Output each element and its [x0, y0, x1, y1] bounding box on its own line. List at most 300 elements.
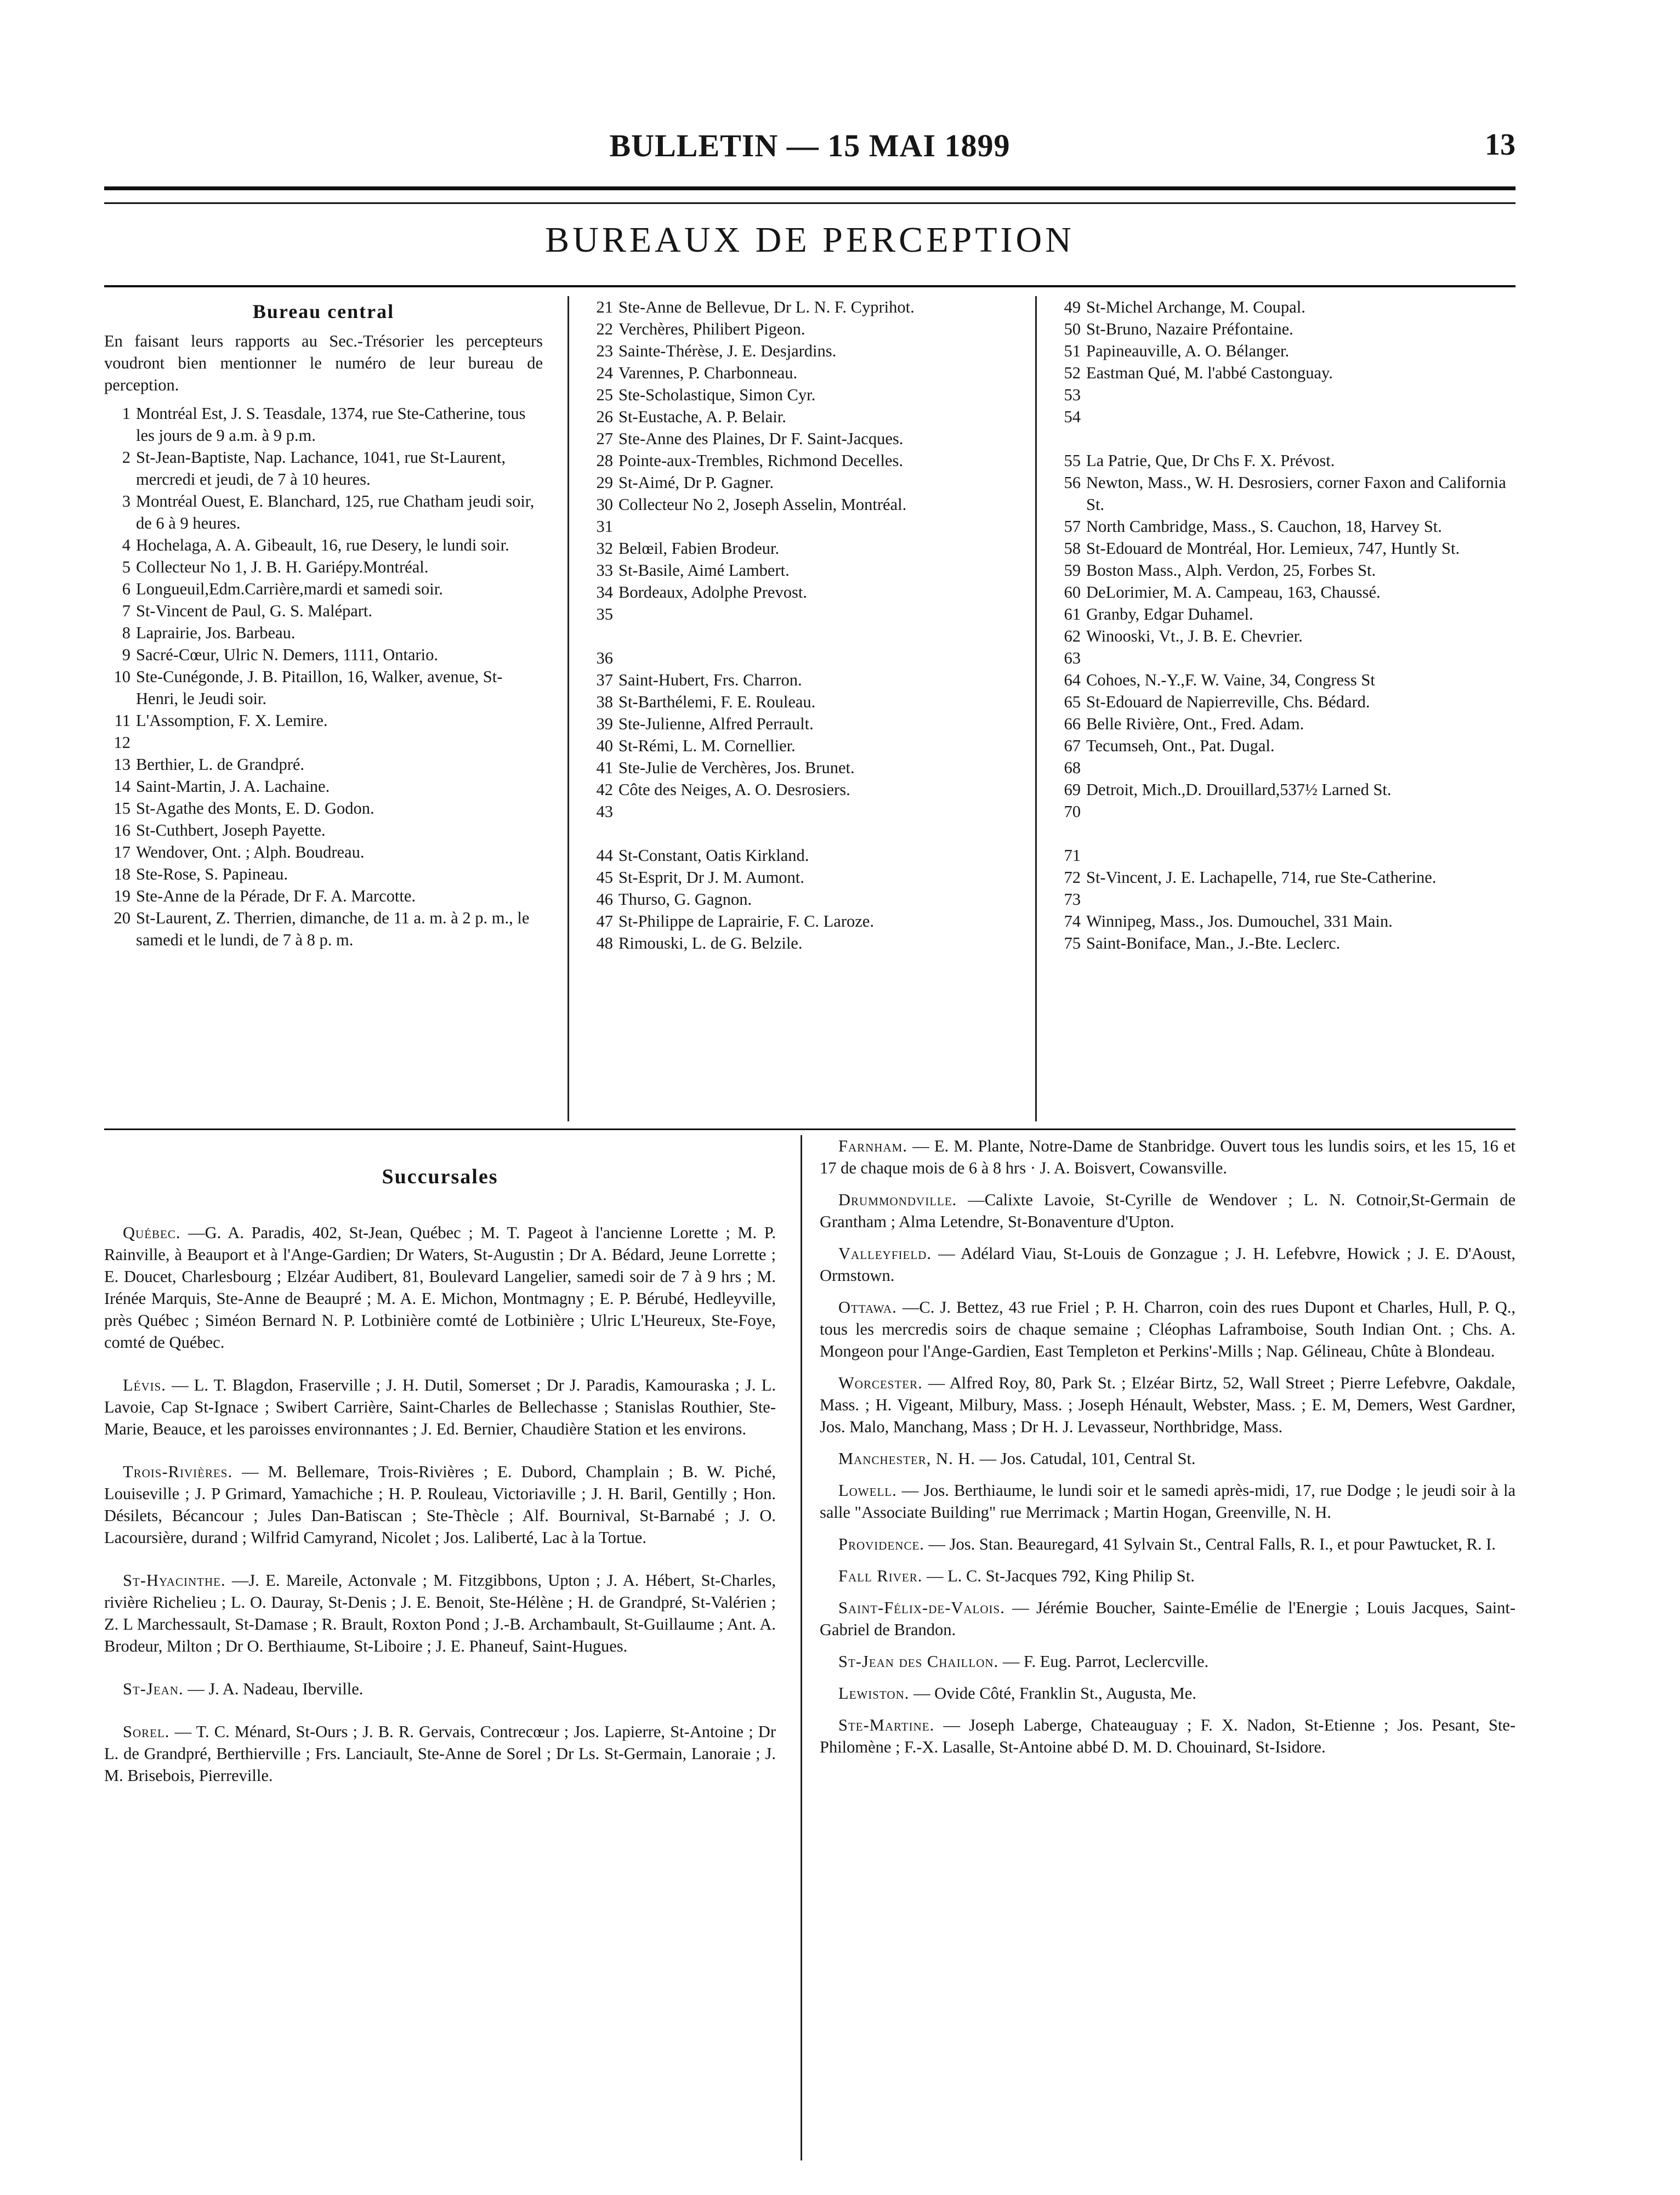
bureau-entry [104, 753, 543, 775]
succursale-place: Fall River. [838, 1567, 923, 1585]
bureau-number: 71 [1064, 846, 1081, 865]
bureau-entry [587, 691, 1035, 713]
bureau-number: 22 [596, 320, 613, 338]
bureau-text [1086, 844, 1516, 866]
bureau-entry [587, 296, 1035, 318]
running-title: BULLETIN — 15 MAI 1899 [609, 128, 1011, 163]
succursale-entry [104, 1222, 776, 1353]
bureau-number: 34 [596, 583, 613, 602]
succursale-entry [820, 1189, 1516, 1233]
bureau-entry [1054, 296, 1516, 318]
succursale-place: Farnham. [838, 1137, 907, 1155]
succursales-list-left [104, 1222, 776, 1786]
succursale-text: —J. E. Mareile, Actonvale ; M. Fitzgibbons, Upton ; J. A. Hébert, St-Charles, rivière Richelieu ; L. O. Dauray, St-Denis ; J. E. Benoit, Ste-Hélène ; H. de Grandpré, St-Valérien ; Z. L Marchessault, St-Damase ; R. Brault, Roxton Pond ; J.-B. Archambault, St-Guillaume ; Ant. A. Brodeur, Milton ; Dr O. Berthiaume, St-Liboire ; J. E. Phaneuf, Saint-Hugues. [104, 1571, 776, 1655]
bureau-entry [1054, 362, 1516, 384]
succursale-text: — E. M. Plante, Notre-Dame de Stanbridge. Ouvert tous les lundis soirs, et les 15, 16 et 17 de chaque mois de 6 à 8 hrs · J. A. Boisvert, Cowansville. [820, 1137, 1516, 1177]
bureau-number: 39 [596, 714, 613, 733]
bureau-text: Saint-Martin, J. A. Lachaine. [136, 777, 330, 796]
succursale-place: Québec. [123, 1223, 181, 1242]
bureau-entry [587, 779, 1035, 801]
bureau-number: 61 [1064, 605, 1081, 623]
bureau-text [1086, 647, 1516, 669]
bureau-entry [104, 841, 543, 863]
bureau-entry [1054, 581, 1516, 603]
bureau-number: 27 [596, 429, 613, 448]
bureau-entry [587, 472, 1035, 494]
succursale-entry [820, 1296, 1516, 1362]
succursale-entry [104, 1461, 776, 1549]
bureau-text: Verchères, Philibert Pigeon. [618, 320, 805, 338]
header-rule [104, 186, 1516, 204]
bureau-number: 32 [596, 539, 613, 558]
bureau-entry [587, 406, 1035, 428]
bureau-text: St-Constant, Oatis Kirkland. [618, 846, 809, 865]
succursale-text: —Calixte Lavoie, St-Cyrille de Wendover ; L. N. Cotnoir,St-Germain de Grantham ; Alma Letendre, St-Bonaventure d'Upton. [820, 1190, 1516, 1231]
succursale-text: — Jérémie Boucher, Sainte-Emélie de l'Energie ; Louis Jacques, Saint-Gabriel de Brandon. [820, 1598, 1516, 1639]
bureau-number: 68 [1064, 758, 1081, 777]
bureau-number: 7 [122, 602, 130, 620]
page-number: 13 [1485, 128, 1516, 162]
bureau-number: 59 [1064, 561, 1081, 580]
succursale-text: — Jos. Berthiaume, le lundi soir et le samedi après-midi, 17, rue Dodge ; le jeudi soir à la salle "Associate Building" rue Merrimack ; Martin Hogan, Greenville, N. H. [820, 1481, 1516, 1522]
succursale-place: Lewiston. [838, 1684, 910, 1703]
bureau-entry [587, 340, 1035, 362]
bureau-number: 64 [1064, 671, 1081, 689]
bureau-text [618, 603, 1035, 625]
bureau-text: Montréal Ouest, E. Blanchard, 125, rue Chatham jeudi soir, de 6 à 9 heures. [136, 492, 535, 532]
bureau-entry [587, 669, 1035, 691]
bureau-entry [1054, 625, 1516, 647]
bureau-entry [587, 318, 1035, 340]
bureau-text: Berthier, L. de Grandpré. [136, 755, 305, 774]
succursale-text: — Adélard Viau, St-Louis de Gonzague ; J. H. Lefebvre, Howick ; J. E. D'Aoust, Ormstown. [820, 1244, 1516, 1285]
bureau-number: 48 [596, 934, 613, 952]
succursales-column-left [104, 1135, 776, 1807]
bureau-entry [1054, 713, 1516, 735]
bureau-entry [104, 556, 543, 578]
succursale-place: St-Hyacinthe. [123, 1571, 226, 1590]
bureau-number: 46 [596, 890, 613, 909]
succursales-column-right [801, 1135, 1516, 2160]
bureau-text: St-Laurent, Z. Therrien, dimanche, de 11 a. m. à 2 p. m., le samedi et le lundi, de 7 à 8 p. m. [136, 909, 530, 949]
bureau-text [1086, 406, 1516, 428]
bureau-number: 18 [113, 865, 130, 883]
bureau-entry [104, 644, 543, 666]
succursale-entry [820, 1714, 1516, 1758]
bureau-text: Varennes, P. Charbonneau. [618, 364, 798, 382]
bureau-text: St-Eustache, A. P. Belair. [618, 407, 786, 426]
bureau-text: North Cambridge, Mass., S. Cauchon, 18, Harvey St. [1086, 517, 1442, 536]
bureau-text: St-Agathe des Monts, E. D. Godon. [136, 799, 374, 818]
bureau-text: Ste-Julienne, Alfred Perrault. [618, 714, 814, 733]
bureau-entry [587, 888, 1035, 910]
bureau-number: 58 [1064, 539, 1081, 558]
succursale-text: — F. Eug. Parrot, Leclercville. [998, 1652, 1209, 1671]
succursale-text: —G. A. Paradis, 402, St-Jean, Québec ; M. T. Pageot à l'ancienne Lorette ; M. P. Rainville, à Beauport et à l'Ange-Gardien; Dr Waters, St-Augustin ; Dr A. Bédard, Jeune Lorrette ; E. Doucet, Charlesbourg ; Elzéar Audibert, 81, Boulevard Langelier, samedi soir de 7 à 9 hrs ; M. Irénée Marquis, Ste-Anne de Beaupré ; M. A. E. Michon, Montmagny ; E. P. Bérubé, Hedleyville, près Québec ; Siméon Bernard N. P. Lotbinière comté de Lotbinière ; Ulric L'Heureux, Ste-Foye, comté de Québec. [104, 1223, 776, 1352]
bureau-text: Detroit, Mich.,D. Drouillard,537½ Larned St. [1086, 780, 1392, 799]
succursale-entry [820, 1479, 1516, 1523]
succursale-entry [820, 1448, 1516, 1470]
bureau-text: Ste-Julie de Verchères, Jos. Brunet. [618, 758, 855, 777]
bureau-entry [104, 490, 543, 534]
bureau-number: 54 [1064, 407, 1081, 426]
bureau-number: 24 [596, 364, 613, 382]
bureau-entry [1054, 801, 1516, 823]
bureau-number: 55 [1064, 451, 1081, 470]
bureau-number: 38 [596, 693, 613, 711]
succursale-text: — Joseph Laberge, Chateauguay ; F. X. Nadon, St-Etienne ; Jos. Pesant, Ste-Philomène ; F.-X. Lasalle, St-Antoine abbé D. M. D. Chouinard, St-Isidore. [820, 1716, 1516, 1756]
bureau-text: Ste-Scholastique, Simon Cyr. [618, 385, 816, 404]
succursale-entry [820, 1372, 1516, 1438]
bureau-number: 20 [113, 909, 130, 927]
bureau-number: 9 [122, 645, 130, 664]
bureau-entry [587, 384, 1035, 406]
bureau-text [618, 801, 1035, 823]
bureau-number: 23 [596, 342, 613, 360]
bureau-entry [587, 537, 1035, 559]
bureau-entry [587, 801, 1035, 823]
succursale-text: — M. Bellemare, Trois-Rivières ; E. Dubord, Champlain ; B. W. Piché, Louiseville ; J. P Grimard, Yamachiche ; H. P. Rouleau, Victoriaville ; J. H. Baril, Gentilly ; Hon. Désilets, Bécancour ; Jules Dan-Batiscan ; Ste-Thècle ; Alf. Bournival, St-Barnabé ; J. O. Lacoursière, durand ; Wilfrid Camyrand, Nicolet ; Jos. Laliberté, Lac à la Tortue. [104, 1462, 776, 1547]
bureau-text: Winnipeg, Mass., Jos. Dumouchel, 331 Main. [1086, 912, 1393, 931]
bureau-entry [1054, 406, 1516, 428]
bureau-number: 21 [596, 298, 613, 316]
bureau-number: 53 [1064, 385, 1081, 404]
bureau-entry [1054, 757, 1516, 779]
title-rule [104, 285, 1516, 287]
succursale-entry [820, 1597, 1516, 1641]
bureau-entry [587, 559, 1035, 581]
bureau-text: La Patrie, Que, Dr Chs F. X. Prévost. [1086, 451, 1335, 470]
bureau-entry [1054, 910, 1516, 932]
bureau-text: Thurso, G. Gagnon. [618, 890, 752, 909]
bureau-entry [104, 907, 543, 951]
bureau-entry [1054, 888, 1516, 910]
bureau-entry [104, 885, 543, 907]
bureau-number: 66 [1064, 714, 1081, 733]
bureau-text [618, 647, 1035, 669]
section-divider [104, 1128, 1516, 1130]
bureau-text: Ste-Anne de Bellevue, Dr L. N. F. Cyprihot. [618, 298, 915, 316]
succursale-entry [820, 1650, 1516, 1672]
section-title: BUREAUX DE PERCEPTION [545, 220, 1075, 260]
bureau-entry [587, 362, 1035, 384]
bureau-entry [1054, 647, 1516, 669]
bureau-list-2 [587, 296, 1035, 954]
bureau-text: Longueuil,Edm.Carrière,mardi et samedi soir. [136, 580, 443, 598]
bureau-text: Ste-Rose, S. Papineau. [136, 865, 288, 883]
succursale-place: Valleyfield. [838, 1244, 932, 1263]
bureau-number: 75 [1064, 934, 1081, 952]
bureau-number: 10 [113, 667, 130, 686]
bureau-entry [587, 844, 1035, 866]
bureau-entry [1054, 472, 1516, 515]
bureau-entry [1054, 450, 1516, 472]
bureau-entry [1054, 559, 1516, 581]
bureau-number: 31 [596, 517, 613, 536]
bureau-text [1086, 801, 1516, 823]
bureau-text: Winooski, Vt., J. B. E. Chevrier. [1086, 627, 1303, 645]
bureau-number: 1 [122, 404, 130, 423]
bureau-entry [1054, 691, 1516, 713]
bureau-number: 70 [1064, 802, 1081, 821]
bureau-text [1086, 384, 1516, 406]
bureau-text: DeLorimier, M. A. Campeau, 163, Chaussé. [1086, 583, 1381, 602]
bureau-text: St-Rémi, L. M. Cornellier. [618, 736, 796, 755]
bureau-number: 36 [596, 649, 613, 667]
page-header [104, 127, 1516, 177]
bureau-entry [587, 494, 1035, 515]
bureau-entry [1054, 669, 1516, 691]
bureau-text: Sacré-Cœur, Ulric N. Demers, 1111, Ontario. [136, 645, 439, 664]
bureau-text: Boston Mass., Alph. Verdon, 25, Forbes St. [1086, 561, 1376, 580]
bureau-number: 56 [1064, 473, 1081, 492]
bureau-text: Bordeaux, Adolphe Prevost. [618, 583, 807, 602]
bureau-text: Papineauville, A. O. Bélanger. [1086, 342, 1290, 360]
bureau-text: St-Edouard de Montréal, Hor. Lemieux, 747, Huntly St. [1086, 539, 1460, 558]
bureau-entry [104, 775, 543, 797]
succursale-text: — L. T. Blagdon, Fraserville ; J. H. Dutil, Somerset ; Dr J. Paradis, Kamouraska ; J. L. Lavoie, Cap St-Ignace ; Swibert Carrière, Saint-Charles de Bellechasse ; Stanislas Routhier, Ste-Marie, Beauce, et les paroisses environnantes ; J. Ed. Bernier, Chaudière Station et les environs. [104, 1376, 776, 1438]
bureau-number: 28 [596, 451, 613, 470]
bureau-number: 57 [1064, 517, 1081, 536]
bureau-number: 72 [1064, 868, 1081, 887]
succursale-text: — Ovide Côté, Franklin St., Augusta, Me. [909, 1684, 1196, 1703]
bureau-entry [104, 863, 543, 885]
succursale-entry [820, 1682, 1516, 1704]
succursale-place: Manchester, N. H. [838, 1449, 975, 1468]
bureau-text: St-Philippe de Laprairie, F. C. Laroze. [618, 912, 874, 931]
bureau-text: St-Esprit, Dr J. M. Aumont. [618, 868, 804, 887]
bureau-text: St-Bruno, Nazaire Préfontaine. [1086, 320, 1293, 338]
bureau-text: Ste-Cunégonde, J. B. Pitaillon, 16, Walker, avenue, St-Henri, le Jeudi soir. [136, 667, 503, 708]
succursale-place: Ste-Martine. [838, 1716, 935, 1734]
succursale-entry [820, 1135, 1516, 1179]
bureau-number: 2 [122, 448, 130, 467]
bureau-entry [1054, 515, 1516, 537]
bureau-entry [1054, 384, 1516, 406]
bureau-number: 69 [1064, 780, 1081, 799]
bureau-number: 40 [596, 736, 613, 755]
bureau-entry [1054, 340, 1516, 362]
bureau-entry [587, 866, 1035, 888]
bureau-number: 29 [596, 473, 613, 492]
bureau-number: 60 [1064, 583, 1081, 602]
bureau-text: Newton, Mass., W. H. Desrosiers, corner Faxon and California St. [1086, 473, 1506, 514]
succursale-place: Lowell. [838, 1481, 897, 1500]
bureau-entry [104, 402, 543, 446]
bureau-number: 11 [114, 711, 130, 730]
bureau-text [136, 731, 543, 753]
bureau-entry [104, 446, 543, 490]
bureau-entry [587, 932, 1035, 954]
succursale-place: Trois-Rivières. [123, 1462, 233, 1481]
succursale-text: — T. C. Ménard, St-Ours ; J. B. R. Gervais, Contrecœur ; Jos. Lapierre, St-Antoine ; Dr L. de Grandpré, Berthierville ; Frs. Lanciault, Ste-Anne de Sorel ; Dr Ls. St-Germain, Lanoraie ; J. M. Brisebois, Pierreville. [104, 1722, 776, 1785]
bureau-text: St-Vincent de Paul, G. S. Malépart. [136, 602, 373, 620]
bureau-number: 3 [122, 492, 130, 511]
bureau-number: 44 [596, 846, 613, 865]
bureau-number: 16 [113, 821, 130, 840]
bureau-entry [1054, 537, 1516, 559]
succursale-text: — J. A. Nadeau, Iberville. [183, 1680, 364, 1698]
bureau-number: 51 [1064, 342, 1081, 360]
succursale-place: St-Jean. [123, 1680, 184, 1698]
succursale-entry [820, 1533, 1516, 1555]
bureau-number: 5 [122, 558, 130, 576]
bureau-number: 33 [596, 561, 613, 580]
bureau-text: Pointe-aux-Trembles, Richmond Decelles. [618, 451, 903, 470]
bureau-text: St-Edouard de Napierreville, Chs. Bédard. [1086, 693, 1370, 711]
succursale-place: Drummondville. [838, 1190, 957, 1209]
bureau-number: 45 [596, 868, 613, 887]
bureau-text [618, 515, 1035, 537]
succursales-section [104, 1135, 1516, 2160]
bureau-number: 41 [596, 758, 613, 777]
bureau-entry [104, 710, 543, 731]
succursale-text: —C. J. Bettez, 43 rue Friel ; P. H. Charron, coin des rues Dupont et Charles, Hull, P. Q., tous les mercredis soirs de chaque semaine ; Cléophas Laframboise, South Indian Ont. ; Chs. A. Mongeon pour l'Ange-Gardien, East Templeton et Perkins'-Mills ; Nap. Gélineau, Chûte à Blondeau. [820, 1298, 1516, 1360]
bureau-entry [1054, 318, 1516, 340]
bureau-text: Belœil, Fabien Brodeur. [618, 539, 780, 558]
bureau-entry [1054, 844, 1516, 866]
bureau-text: St-Basile, Aimé Lambert. [618, 561, 790, 580]
bureau-number: 73 [1064, 890, 1081, 909]
bureau-entry [104, 600, 543, 622]
bureaux-list [104, 296, 1516, 1121]
succursale-place: Sorel. [123, 1722, 170, 1741]
bureau-number: 4 [122, 536, 130, 554]
bureau-text: L'Assomption, F. X. Lemire. [136, 711, 328, 730]
bureau-entry [587, 713, 1035, 735]
succursale-place: Providence. [838, 1535, 924, 1553]
bureau-text: St-Vincent, J. E. Lachapelle, 714, rue Ste-Catherine. [1086, 868, 1437, 887]
bureau-number: 43 [596, 802, 613, 821]
bureau-text: Côte des Neiges, A. O. Desrosiers. [618, 780, 850, 799]
bureau-text: St-Barthélemi, F. E. Rouleau. [618, 693, 816, 711]
bureau-text: Saint-Boniface, Man., J.-Bte. Leclerc. [1086, 934, 1341, 952]
bureau-number: 8 [122, 623, 130, 642]
bureau-column-2 [567, 296, 1035, 1121]
bureau-text: St-Jean-Baptiste, Nap. Lachance, 1041, rue St-Laurent, mercredi et jeudi, de 7 à 10 heures. [136, 448, 506, 489]
bureau-entry [104, 797, 543, 819]
succursale-entry [820, 1243, 1516, 1286]
bureau-entry [104, 578, 543, 600]
bureau-text: Laprairie, Jos. Barbeau. [136, 623, 296, 642]
succursale-entry [820, 1565, 1516, 1587]
bureau-number: 37 [596, 671, 613, 689]
succursale-place: Ottawa. [838, 1298, 897, 1317]
bureau-entry [587, 647, 1035, 669]
bureau-text: Hochelaga, A. A. Gibeault, 16, rue Desery, le lundi soir. [136, 536, 509, 554]
bureau-number: 52 [1064, 364, 1081, 382]
bureau-entry [587, 603, 1035, 625]
bureau-central-heading: Bureau central [252, 300, 395, 322]
bureau-number: 50 [1064, 320, 1081, 338]
succursales-list-right [820, 1135, 1516, 1758]
bureau-number: 26 [596, 407, 613, 426]
bureau-entry [104, 731, 543, 753]
bureau-central-intro: En faisant leurs rapports au Sec.-Trésorier les percepteurs voudront bien mentionner le numéro de leur bureau de perception. [104, 332, 543, 394]
bureau-entry [587, 735, 1035, 757]
bureau-text: St-Cuthbert, Joseph Payette. [136, 821, 326, 840]
bureau-number: 62 [1064, 627, 1081, 645]
succursale-entry [104, 1569, 776, 1657]
bureau-text: Collecteur No 1, J. B. H. Gariépy.Montréal. [136, 558, 429, 576]
bureau-entry [587, 515, 1035, 537]
bureau-entry [587, 450, 1035, 472]
bureau-column-3 [1035, 296, 1516, 1121]
bureau-number: 35 [596, 605, 613, 623]
bureau-text: St-Michel Archange, M. Coupal. [1086, 298, 1306, 316]
bureau-number: 47 [596, 912, 613, 931]
bureau-entry [587, 910, 1035, 932]
bureau-entry [104, 819, 543, 841]
bureau-text: Sainte-Thérèse, J. E. Desjardins. [618, 342, 837, 360]
bureau-list-3 [1054, 296, 1516, 954]
bureau-text: Saint-Hubert, Frs. Charron. [618, 671, 802, 689]
bureau-text: Tecumseh, Ont., Pat. Dugal. [1086, 736, 1275, 755]
bureau-entry [104, 622, 543, 644]
succursale-place: Lévis. [123, 1376, 166, 1394]
succursale-text: — Jos. Catudal, 101, Central St. [975, 1449, 1196, 1468]
bureau-entry [1054, 603, 1516, 625]
bureau-number: 17 [113, 843, 130, 861]
bureau-number: 12 [113, 733, 130, 752]
bureau-number: 15 [113, 799, 130, 818]
succursale-text: — Alfred Roy, 80, Park St. ; Elzéar Birtz, 52, Wall Street ; Pierre Lefebvre, Oakdale, Mass. ; H. Vigeant, Milbury, Mass. ; Joseph Hénault, Webster, Mass. ; E. M, Demers, West Gardner, Jos. Malo, Manchang, Mass ; Dr H. J. Levasseur, Northbridge, Mass. [820, 1374, 1516, 1436]
bureau-entry [587, 581, 1035, 603]
bureau-entry [1054, 932, 1516, 954]
bureau-entry [104, 534, 543, 556]
succursale-text: — Jos. Stan. Beauregard, 41 Sylvain St., Central Falls, R. I., et pour Pawtucket, R. I. [924, 1535, 1496, 1553]
bureau-text [1086, 888, 1516, 910]
bureau-column-1 [104, 296, 543, 951]
succursale-place: Worcester. [838, 1374, 923, 1392]
bureau-number: 67 [1064, 736, 1081, 755]
bureau-number: 6 [122, 580, 130, 598]
bureau-text: Rimouski, L. de G. Belzile. [618, 934, 803, 952]
bureau-number: 74 [1064, 912, 1081, 931]
bureau-entry [104, 666, 543, 710]
bureau-number: 65 [1064, 693, 1081, 711]
bureau-text: Wendover, Ont. ; Alph. Boudreau. [136, 843, 365, 861]
bureau-text: Eastman Qué, M. l'abbé Castonguay. [1086, 364, 1333, 382]
bureau-list-1 [104, 402, 543, 951]
bureau-entry [1054, 779, 1516, 801]
bureau-text: Belle Rivière, Ont., Fred. Adam. [1086, 714, 1304, 733]
succursale-place: Saint-Félix-de-Valois. [838, 1598, 1005, 1617]
bureau-text: Granby, Edgar Duhamel. [1086, 605, 1253, 623]
bureau-number: 42 [596, 780, 613, 799]
bureau-text: Montréal Est, J. S. Teasdale, 1374, rue Ste-Catherine, tous les jours de 9 a.m. à 9 p.m. [136, 404, 526, 445]
bureau-text: Collecteur No 2, Joseph Asselin, Montréal. [618, 495, 907, 514]
bureau-text: Ste-Anne des Plaines, Dr F. Saint-Jacques. [618, 429, 904, 448]
bureau-text: Ste-Anne de la Pérade, Dr F. A. Marcotte. [136, 887, 416, 905]
bureau-number: 25 [596, 385, 613, 404]
succursale-entry [104, 1678, 776, 1700]
bureau-text: Cohoes, N.-Y.,F. W. Vaine, 34, Congress St [1086, 671, 1375, 689]
bureau-number: 13 [113, 755, 130, 774]
bureau-text [1086, 757, 1516, 779]
bureau-entry [587, 757, 1035, 779]
succursale-place: St-Jean des Chaillon. [838, 1652, 999, 1671]
succursales-heading: Succursales [382, 1165, 498, 1188]
bureau-number: 30 [596, 495, 613, 514]
succursale-text: — L. C. St-Jacques 792, King Philip St. [922, 1567, 1195, 1585]
bureau-number: 63 [1064, 649, 1081, 667]
succursale-entry [104, 1721, 776, 1786]
bureau-number: 14 [113, 777, 130, 796]
bureau-entry [1054, 866, 1516, 888]
bureau-entry [1054, 735, 1516, 757]
succursale-entry [104, 1374, 776, 1440]
